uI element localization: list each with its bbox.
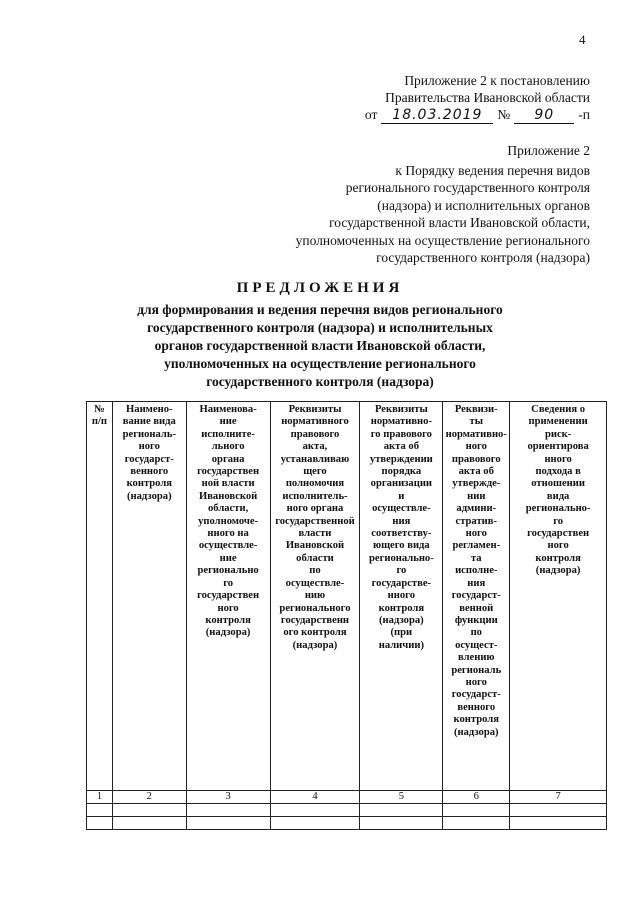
title-subtitle-line: органов государственной власти Ивановской области, bbox=[154, 338, 486, 353]
header-line: государстве- bbox=[371, 577, 432, 589]
table-cell[interactable] bbox=[360, 817, 443, 830]
header-line: нного на bbox=[207, 528, 249, 540]
header-line: админи- bbox=[456, 503, 497, 515]
header-cell-number bbox=[87, 402, 113, 791]
table-cell[interactable] bbox=[510, 804, 607, 817]
header-line: регионально bbox=[197, 565, 259, 577]
header-line: Сведения о bbox=[531, 404, 586, 415]
header-line: контроля bbox=[378, 602, 425, 614]
header-line: щего bbox=[303, 466, 327, 478]
header-line: нного bbox=[544, 453, 572, 465]
header-line: ной власти bbox=[201, 478, 255, 490]
header-line: региональ bbox=[451, 664, 502, 676]
handwritten-date: 18.03.2019 bbox=[381, 108, 493, 124]
header-line: полномочия bbox=[285, 478, 345, 490]
header-cell-risk-approach bbox=[510, 402, 607, 791]
header-line: контроля bbox=[205, 614, 251, 626]
header-cell-executive-body bbox=[186, 402, 270, 791]
header-line: нормативного bbox=[281, 416, 349, 428]
header-line: го bbox=[396, 565, 407, 577]
annex-2-line: уполномоченных на осуществление регионального bbox=[295, 232, 590, 248]
header-line: (надзора) bbox=[292, 639, 338, 651]
header-line: та bbox=[470, 552, 482, 564]
header-line: исполнитель- bbox=[282, 490, 348, 502]
table-column-numbers-row bbox=[87, 791, 607, 804]
header-line: государственн bbox=[280, 614, 350, 626]
header-line: ного bbox=[465, 441, 487, 453]
header-line: государст- bbox=[451, 689, 501, 701]
table-cell[interactable] bbox=[270, 804, 360, 817]
header-cell-regulation-act bbox=[443, 402, 510, 791]
header-line: порядка bbox=[381, 466, 422, 478]
header-line: (надзора) bbox=[535, 565, 581, 577]
header-cell-powers-act bbox=[270, 402, 360, 791]
header-line: осуществле- bbox=[372, 503, 431, 515]
header-line: ного bbox=[465, 528, 487, 540]
header-line: (надзора) bbox=[379, 614, 424, 626]
table-row bbox=[87, 804, 607, 817]
title-subtitle-line: для формирования и ведения перечня видов регионального bbox=[137, 302, 503, 317]
header-line: функции bbox=[454, 614, 498, 626]
header-line: ющего вида bbox=[373, 540, 430, 552]
header-line: нного bbox=[387, 590, 416, 602]
header-line: ного органа bbox=[286, 503, 344, 515]
header-line: наличии) bbox=[378, 639, 424, 651]
header-line: утверждении bbox=[369, 453, 433, 465]
header-line: венного bbox=[457, 701, 496, 713]
header-line: п/п bbox=[91, 416, 108, 428]
header-line: акта об bbox=[383, 441, 419, 453]
header-line: регламен- bbox=[452, 540, 501, 552]
header-line: Реквизи- bbox=[454, 404, 498, 415]
table-cell[interactable] bbox=[270, 817, 360, 830]
header-line: исполне- bbox=[455, 565, 498, 577]
header-line: применении bbox=[528, 416, 588, 428]
header-line: ного bbox=[217, 602, 239, 614]
header-line: Наимено- bbox=[126, 404, 173, 415]
header-line: стратив- bbox=[455, 515, 498, 527]
header-line: органа bbox=[211, 453, 245, 465]
date-prefix: от bbox=[364, 107, 378, 122]
number-sign: № bbox=[497, 107, 511, 122]
column-number: 5 bbox=[360, 791, 443, 804]
title-subtitle-line: государственного контроля (надзора) и исполнительных bbox=[147, 320, 493, 335]
annex-header bbox=[358, 72, 590, 124]
header-line: го bbox=[553, 515, 564, 527]
annex-2-line: регионального государственного контроля bbox=[345, 180, 590, 195]
header-line: ого контроля bbox=[283, 627, 347, 639]
annex-2-line: к Порядку ведения перечня видов bbox=[395, 162, 590, 178]
table-header-row bbox=[87, 402, 607, 791]
table-cell[interactable] bbox=[510, 817, 607, 830]
table-cell[interactable] bbox=[186, 804, 270, 817]
header-line: (при bbox=[390, 627, 413, 639]
header-line: по bbox=[470, 627, 482, 639]
header-line: Реквизиты bbox=[374, 404, 428, 415]
header-line: ние bbox=[219, 416, 237, 428]
column-number: 3 bbox=[186, 791, 270, 804]
header-line: области bbox=[296, 552, 334, 564]
header-line: правового bbox=[290, 428, 340, 440]
table-cell[interactable] bbox=[87, 817, 113, 830]
header-line: осуществле- bbox=[198, 540, 258, 552]
header-line: подхода в bbox=[535, 466, 581, 478]
title-main: ПРЕДЛОЖЕНИЯ bbox=[236, 280, 404, 296]
annex-2-line: (надзора) и исполнительных органов bbox=[377, 197, 590, 213]
header-line: ние bbox=[219, 552, 237, 564]
header-line: контроля bbox=[126, 478, 172, 490]
header-line: (надзора) bbox=[453, 726, 499, 738]
column-number: 2 bbox=[112, 791, 186, 804]
annex-header-line-1: Приложение 2 к постановлению bbox=[404, 73, 590, 88]
header-line: устанавливаю bbox=[280, 453, 350, 465]
table-cell[interactable] bbox=[443, 804, 510, 817]
header-line: риск- bbox=[544, 428, 572, 440]
header-line: организации bbox=[370, 478, 433, 490]
column-number: 7 bbox=[510, 791, 607, 804]
header-line: нормативно- bbox=[445, 428, 507, 440]
annex-header-line-2: Правительства Ивановской области bbox=[385, 90, 590, 105]
header-line: исполните- bbox=[201, 428, 255, 440]
header-line: государст- bbox=[451, 590, 501, 602]
header-line: Ивановской bbox=[198, 490, 258, 502]
header-line: регионально- bbox=[368, 552, 434, 564]
header-line: венной bbox=[459, 602, 494, 614]
table-cell[interactable] bbox=[443, 817, 510, 830]
header-line: вида bbox=[546, 490, 570, 502]
header-line: (надзора) bbox=[126, 490, 172, 502]
header-line: государственной власти bbox=[275, 515, 355, 540]
header-line: и bbox=[398, 490, 405, 502]
header-line: государствен bbox=[527, 528, 590, 540]
header-line: венного bbox=[130, 466, 169, 478]
header-line: региональ- bbox=[122, 428, 176, 440]
header-line: (надзора) bbox=[205, 627, 251, 639]
annex-2-line: государственного контроля (надзора) bbox=[376, 250, 590, 265]
header-line: уполномоче- bbox=[198, 515, 259, 527]
table-cell[interactable] bbox=[87, 804, 113, 817]
header-line: ния bbox=[467, 577, 486, 589]
table-row bbox=[87, 817, 607, 830]
handwritten-number: 90 bbox=[514, 108, 574, 124]
table-cell[interactable] bbox=[186, 817, 270, 830]
annex-2-block bbox=[240, 142, 590, 267]
header-line: контроля bbox=[453, 714, 499, 726]
header-line: государствен bbox=[197, 466, 260, 478]
header-line: соответству- bbox=[371, 528, 432, 540]
header-line: акта об bbox=[458, 466, 494, 478]
annex-2-line: государственной власти Ивановской области, bbox=[329, 215, 590, 230]
header-line: го bbox=[223, 577, 234, 589]
header-line: осущест- bbox=[455, 639, 498, 651]
proposals-table bbox=[86, 401, 607, 830]
header-line: ного bbox=[547, 540, 569, 552]
number-suffix: -п bbox=[578, 107, 590, 122]
header-cell-control-type bbox=[112, 402, 186, 791]
annex-date-line bbox=[358, 106, 590, 124]
header-line: регионального bbox=[279, 602, 351, 614]
header-cell-procedure-act bbox=[360, 402, 443, 791]
header-line: утвержде- bbox=[452, 478, 501, 490]
header-line: № bbox=[94, 404, 105, 415]
header-line: го правового bbox=[370, 428, 432, 440]
column-number: 6 bbox=[443, 791, 510, 804]
header-line: ного bbox=[138, 441, 160, 453]
page-number: 4 bbox=[579, 32, 586, 47]
header-line: государст- bbox=[124, 453, 174, 465]
header-line: правового bbox=[451, 453, 501, 465]
header-line: Ивановской bbox=[285, 540, 345, 552]
header-line: осуществле- bbox=[285, 577, 345, 589]
header-line: ориентирова bbox=[527, 441, 589, 453]
header-line: ного bbox=[465, 676, 487, 688]
header-line: ты bbox=[469, 416, 483, 428]
table-cell[interactable] bbox=[112, 817, 186, 830]
header-line: области, bbox=[207, 503, 249, 515]
column-number: 1 bbox=[87, 791, 113, 804]
header-line: Наименова- bbox=[199, 404, 257, 415]
table-cell[interactable] bbox=[112, 804, 186, 817]
title-subtitle-line: государственного контроля (надзора) bbox=[206, 374, 434, 389]
header-line: Реквизиты bbox=[288, 404, 342, 415]
document-title bbox=[0, 280, 640, 391]
header-line: контроля bbox=[535, 552, 581, 564]
header-line: нормативно- bbox=[370, 416, 432, 428]
header-line: нии bbox=[467, 490, 486, 502]
title-subtitle bbox=[0, 301, 640, 391]
header-line: по bbox=[309, 565, 321, 577]
header-line: отношении bbox=[531, 478, 585, 490]
title-subtitle-line: уполномоченных на осуществление регионального bbox=[164, 356, 476, 371]
header-line: вание вида bbox=[122, 416, 176, 428]
header-line: влению bbox=[458, 652, 495, 664]
header-line: ния bbox=[392, 515, 411, 527]
table-cell[interactable] bbox=[360, 804, 443, 817]
header-line: нию bbox=[304, 590, 326, 602]
header-line: акта, bbox=[302, 441, 328, 453]
header-line: льного bbox=[211, 441, 245, 453]
column-number: 4 bbox=[270, 791, 360, 804]
header-line: регионально- bbox=[525, 503, 591, 515]
header-line: государствен bbox=[197, 590, 260, 602]
annex-2-title: Приложение 2 bbox=[507, 143, 590, 158]
